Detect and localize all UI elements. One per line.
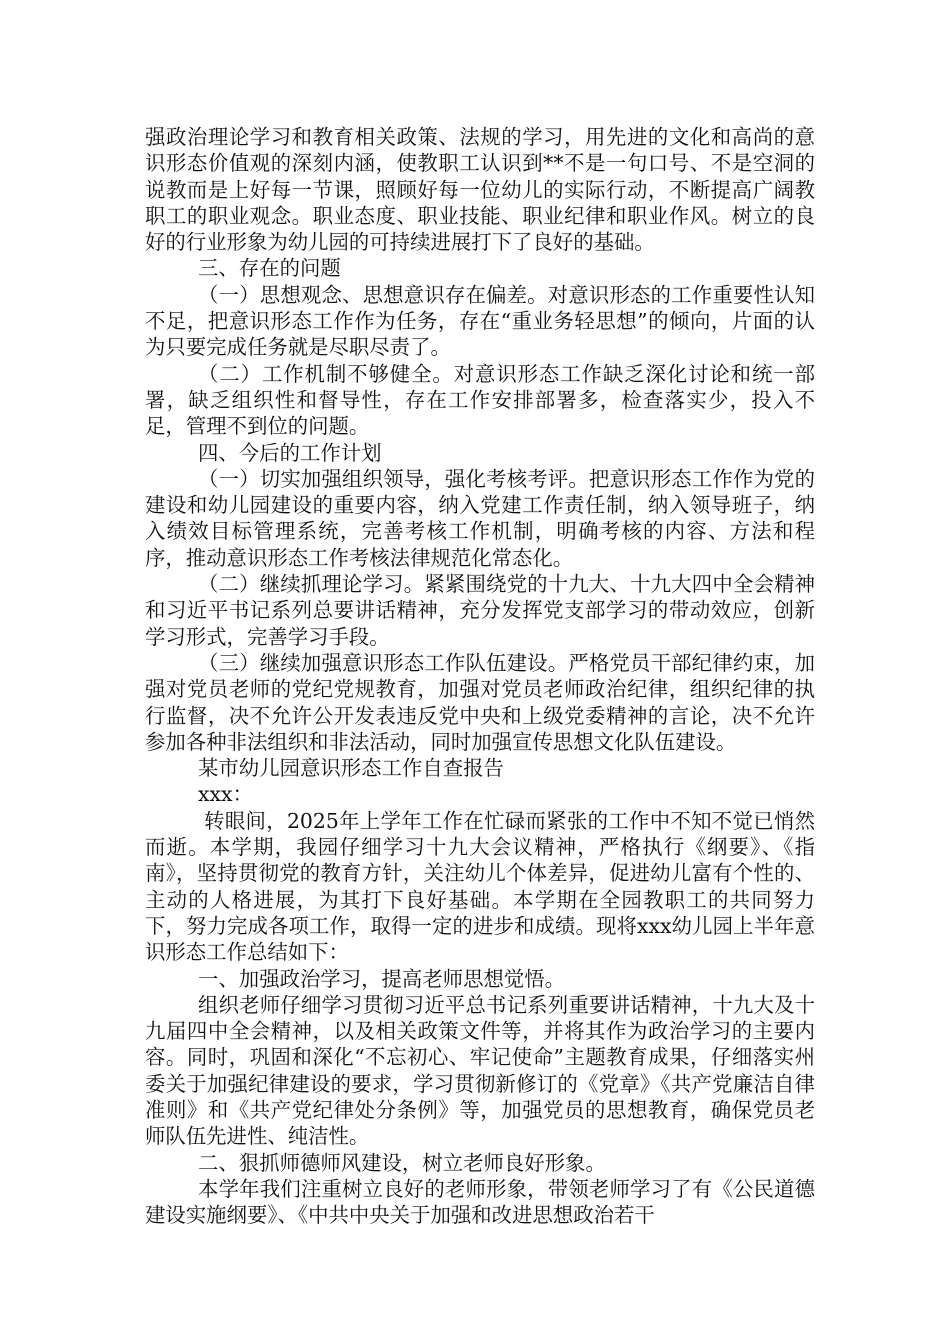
heading-problems: 三、存在的问题 (198, 256, 341, 281)
paragraph-plan-2: （二）继续抓理论学习。紧紧围绕党的十九大、十九大四中全会精神和习近平书记系列总要讲话精神，充分发挥党支部学习的带动效应，创新学习形式，完善学习手段。 (145, 572, 815, 649)
heading-future-plan: 四、今后的工作计划 (198, 440, 382, 465)
paragraph-problem-2: （二）工作机制不够健全。对意识形态工作缺乏深化讨论和统一部署，缺乏组织性和督导性，存在工作安排部署多，检查落实少，投入不足，管理不到位的问题。 (145, 361, 815, 439)
report-salutation: xxx： (198, 782, 253, 807)
paragraph-political-study: 组织老师仔细学习贯彻习近平总书记系列重要讲话精神，十九大及十九届四中全会精神，以及相关政策文件等，并将其作为政治学习的主要内容。同时，巩固和深化“不忘初心、牢记使命”主题教育成果，仔细落实州委关于加强纪律建设的要求，学习贯彻新修订的《党章》《共产党廉洁自律准则》和《共产党纪律处分条例》等，加强党员的思想教育，确保党员老师队伍先进性、纯洁性。 (145, 992, 815, 1149)
paragraph-problem-1: （一）思想观念、思想意识存在偏差。对意识形态的工作重要性认知不足，把意识形态工作作为任务，存在“重业务轻思想”的倾向，片面的认为只要完成任务就是尽职尽责了。 (145, 282, 815, 360)
report-title: 某市幼儿园意识形态工作自查报告 (198, 756, 504, 781)
heading-political-study: 一、加强政治学习，提高老师思想觉悟。 (198, 966, 566, 991)
document-page (145, 124, 815, 1228)
paragraph-plan-3: （三）继续加强意识形态工作队伍建设。严格党员干部纪律约束，加强对党员老师的党纪党规教育，加强对党员老师政治纪律，组织纪律的执行监督，决不允许公开发表违反党中央和上级党委精神的言论，决不允许参加各种非法组织和非法活动，同时加强宣传思想文化队伍建设。 (145, 650, 815, 754)
paragraph-intro: 转眼间，2025年上学年工作在忙碌而紧张的工作中不知不觉已悄然而逝。本学期，我园仔细学习十九大会议精神，严格执行《纲要》、《指南》，坚持贯彻党的教育方针，关注幼儿个体差异，促进幼儿富有个性的、主动的人格进展，为其打下良好基础。本学期在全园教职工的共同努力下，努力完成各项工作，取得一定的进步和成绩。现将xxx幼儿园上半年意识形态工作总结如下： (145, 808, 815, 965)
paragraph-continuation: 强政治理论学习和教育相关政策、法规的学习，用先进的文化和高尚的意识形态价值观的深刻内涵，使教职工认识到**不是一句口号、不是空洞的说教而是上好每一节课，照顾好每一位幼儿的实际行动，不断提高广阔教职工的职业观念。职业态度、职业技能、职业纪律和职业作风。树立的良好的行业形象为幼儿园的可持续进展打下了良好的基础。 (145, 125, 815, 255)
paragraph-teacher-ethics: 本学年我们注重树立良好的老师形象，带领老师学习了有《公民道德建设实施纲要》、《中共中央关于加强和改进思想政治若干 (145, 1176, 815, 1228)
heading-teacher-ethics: 二、狠抓师德师风建设，树立老师良好形象。 (198, 1150, 606, 1175)
paragraph-plan-1: （一）切实加强组织领导，强化考核考评。把意识形态工作作为党的建设和幼儿园建设的重要内容，纳入党建工作责任制，纳入领导班子，纳入绩效目标管理系统，完善考核工作机制，明确考核的内容、方法和程序，推动意识形态工作考核法律规范化常态化。 (145, 466, 815, 570)
